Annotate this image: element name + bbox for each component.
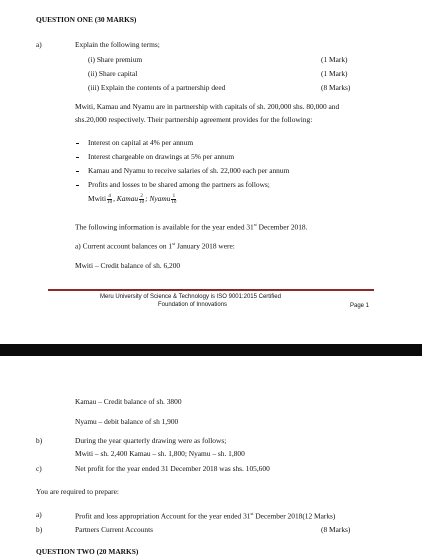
term-share-premium: (i) Share premium xyxy=(88,55,143,64)
profit-ratio xyxy=(88,194,177,205)
prepare-a-end: December 2018(12 Marks) xyxy=(253,511,336,521)
balances-text: a) Current account balances on 1 xyxy=(75,241,173,251)
part-a-label: a) xyxy=(36,40,42,49)
term-share-capital-marks: (1 Mark) xyxy=(321,69,348,78)
prepare-a-sup: st xyxy=(250,511,254,516)
footer-certification: Meru University of Science & Technology is ISO 9001:2015 Certified xyxy=(100,294,281,300)
bullet-dash xyxy=(76,157,79,158)
prepare-appropriation-account xyxy=(75,511,335,521)
info-line-text: The following information is available for the year ended 31 xyxy=(75,222,254,232)
ratio-mwiti-fraction xyxy=(107,194,112,205)
net-profit-line: Net profit for the year ended 31 December 2018 was shs. 105,600 xyxy=(75,464,270,473)
scenario-line-1: Mwiti, Kamau and Nyamu are in partnership with capitals of sh. 200,000 shs. 80,000 and xyxy=(75,102,340,111)
term-partnership-deed-marks: (8 Marks) xyxy=(321,83,351,92)
page-break-band xyxy=(0,344,422,356)
balances-end: January 2018 were: xyxy=(175,241,235,251)
explain-intro: Explain the following terms; xyxy=(75,40,160,49)
ratio-nyamu-fraction xyxy=(171,194,176,205)
bullet-dash xyxy=(76,185,79,186)
ratio-kamau-label: , Kamau xyxy=(113,194,139,204)
nyamu-balance: Nyamu – debit balance of sh 1,900 xyxy=(75,417,179,426)
term-share-capital: (ii) Share capital xyxy=(88,69,138,78)
bullet-dash xyxy=(76,171,79,172)
current-balances-line xyxy=(75,241,235,251)
footer-divider xyxy=(48,289,374,291)
prepare-b-label: b) xyxy=(36,525,43,534)
bullet-interest-capital: Interest on capital at 4% per annum xyxy=(88,138,194,147)
info-available-line xyxy=(75,222,307,232)
kamau-balance: Kamau – Credit balance of sh. 3800 xyxy=(75,397,182,406)
ratio-mwiti-numerator: 4 xyxy=(108,194,111,199)
info-line-sup: st xyxy=(253,222,257,227)
ratio-mwiti-denominator: 10 xyxy=(107,200,113,205)
term-partnership-deed: (iii) Explain the contents of a partnership deed xyxy=(88,83,226,92)
page-number: Page 1 xyxy=(350,303,370,309)
prepare-b-marks: (8 Marks) xyxy=(321,525,351,534)
part-b-label: b) xyxy=(36,436,43,445)
prepare-a-label: a) xyxy=(36,510,42,519)
part-c-label: c) xyxy=(36,464,42,473)
balances-sup: st xyxy=(172,241,176,246)
drawings-values: Mwiti – sh. 2,400 Kamau – sh. 1,800; Nyamu – sh. 1,800 xyxy=(75,449,245,458)
ratio-nyamu-denominator: 10 xyxy=(171,200,177,205)
drawings-intro: During the year quarterly drawing were as follows; xyxy=(75,436,227,445)
question-two-heading: QUESTION TWO (20 MARKS) xyxy=(36,547,139,556)
ratio-mwiti-label: Mwiti xyxy=(88,194,107,204)
ratio-nyamu-numerator: 1 xyxy=(172,194,176,199)
prepare-a-text: Profit and loss appropriation Account for the year ended 31 xyxy=(75,511,251,521)
ratio-nyamu-label: ; Nyamu xyxy=(145,194,171,204)
bullet-salaries: Kamau and Nyamu to receive salaries of sh. 22,000 each per annum xyxy=(88,166,290,175)
info-line-end: December 2018. xyxy=(256,222,308,232)
footer-tagline: Foundation of Innovations xyxy=(158,302,228,308)
bullet-interest-drawings: Interest chargeable on drawings at 5% per annum xyxy=(88,152,235,161)
ratio-kamau-fraction xyxy=(139,194,144,205)
ratio-kamau-numerator: 2 xyxy=(140,194,143,199)
prepare-intro: You are required to prepare: xyxy=(36,487,119,496)
scenario-line-2: shs.20,000 respectively. Their partnership agreement provides for the following: xyxy=(75,115,313,124)
question-one-heading: QUESTION ONE (30 MARKS) xyxy=(36,15,137,24)
prepare-current-accounts: Partners Current Accounts xyxy=(75,525,153,534)
mwiti-balance: Mwiti – Credit balance of sh. 6,200 xyxy=(75,261,181,270)
ratio-kamau-denominator: 10 xyxy=(139,200,145,205)
bullet-dash xyxy=(76,143,79,144)
bullet-profit-sharing: Profits and losses to be shared among the partners as follows; xyxy=(88,180,270,189)
term-share-premium-marks: (1 Mark) xyxy=(321,55,348,64)
